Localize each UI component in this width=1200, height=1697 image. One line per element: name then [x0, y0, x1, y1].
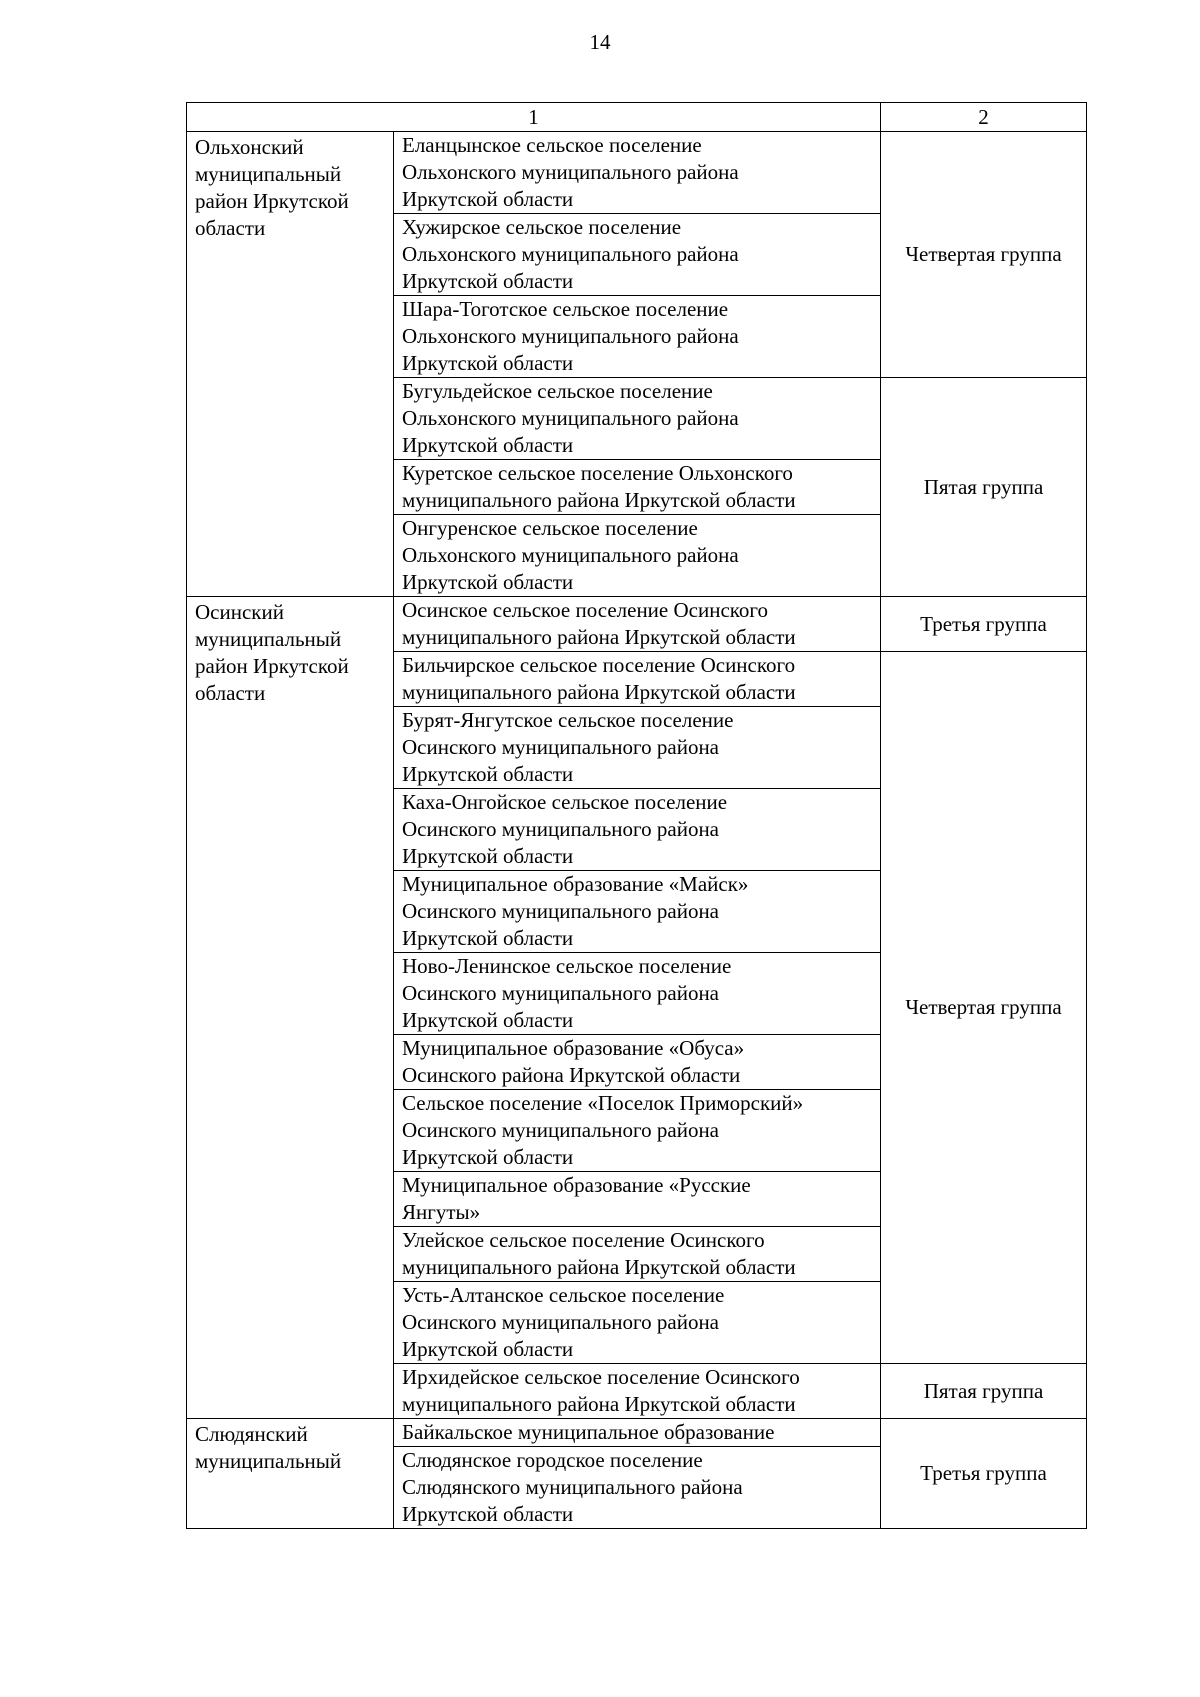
settlement-cell: Байкальское муниципальное образование — [394, 1419, 881, 1447]
settlements-table — [186, 102, 1087, 1529]
settlement-cell: Ирхидейское сельское поселение Осинского муниципального района Иркутской области — [394, 1364, 881, 1419]
settlement-cell: Онгуренское сельское поселение Ольхонского муниципального района Иркутской области — [394, 515, 881, 597]
header-col-2: 2 — [881, 103, 1087, 132]
settlement-cell: Еланцынское сельское поселение Ольхонского муниципального района Иркутской области — [394, 132, 881, 214]
group-cell: Четвертая группа — [881, 132, 1087, 378]
group-cell: Третья группа — [881, 597, 1087, 652]
settlement-cell: Муниципальное образование «Майск» Осинского муниципального района Иркутской области — [394, 871, 881, 953]
table-row — [187, 132, 1087, 214]
group-cell: Пятая группа — [881, 1364, 1087, 1419]
group-cell: Четвертая группа — [881, 652, 1087, 1364]
group-cell: Пятая группа — [881, 378, 1087, 597]
settlement-cell: Осинское сельское поселение Осинского муниципального района Иркутской области — [394, 597, 881, 652]
page-number: 14 — [589, 30, 611, 54]
group-cell: Третья группа — [881, 1419, 1087, 1529]
header-col-1: 1 — [187, 103, 881, 132]
settlement-cell: Куретское сельское поселение Ольхонского муниципального района Иркутской области — [394, 460, 881, 515]
settlement-cell: Усть-Алтанское сельское поселение Осинского муниципального района Иркутской области — [394, 1282, 881, 1364]
settlement-cell: Ново-Ленинское сельское поселение Осинского муниципального района Иркутской области — [394, 953, 881, 1035]
settlement-cell: Улейское сельское поселение Осинского муниципального района Иркутской области — [394, 1227, 881, 1282]
district-osa: Осинский муниципальный район Иркутской области — [187, 597, 394, 1419]
district-olkhon: Ольхонский муниципальный район Иркутской области — [187, 132, 394, 597]
table-header-row — [187, 103, 1087, 132]
district-slyudyanka: Слюдянский муниципальный — [187, 1419, 394, 1529]
settlement-cell: Слюдянское городское поселение Слюдянского муниципального района Иркутской области — [394, 1447, 881, 1529]
table-row — [187, 1419, 1087, 1447]
settlement-cell: Шара-Тоготское сельское поселение Ольхонского муниципального района Иркутской области — [394, 296, 881, 378]
settlement-cell: Муниципальное образование «Русские Янгуты» — [394, 1172, 881, 1227]
settlement-cell: Бурят-Янгутское сельское поселение Осинского муниципального района Иркутской области — [394, 707, 881, 789]
table-row — [187, 597, 1087, 652]
settlement-cell: Хужирское сельское поселение Ольхонского муниципального района Иркутской области — [394, 214, 881, 296]
settlement-cell: Каха-Онгойское сельское поселение Осинского муниципального района Иркутской области — [394, 789, 881, 871]
settlement-cell: Сельское поселение «Поселок Приморский» Осинского муниципального района Иркутской области — [394, 1090, 881, 1172]
settlement-cell: Муниципальное образование «Обуса» Осинского района Иркутской области — [394, 1035, 881, 1090]
settlement-cell: Бильчирское сельское поселение Осинского муниципального района Иркутской области — [394, 652, 881, 707]
settlement-cell: Бугульдейское сельское поселение Ольхонского муниципального района Иркутской области — [394, 378, 881, 460]
